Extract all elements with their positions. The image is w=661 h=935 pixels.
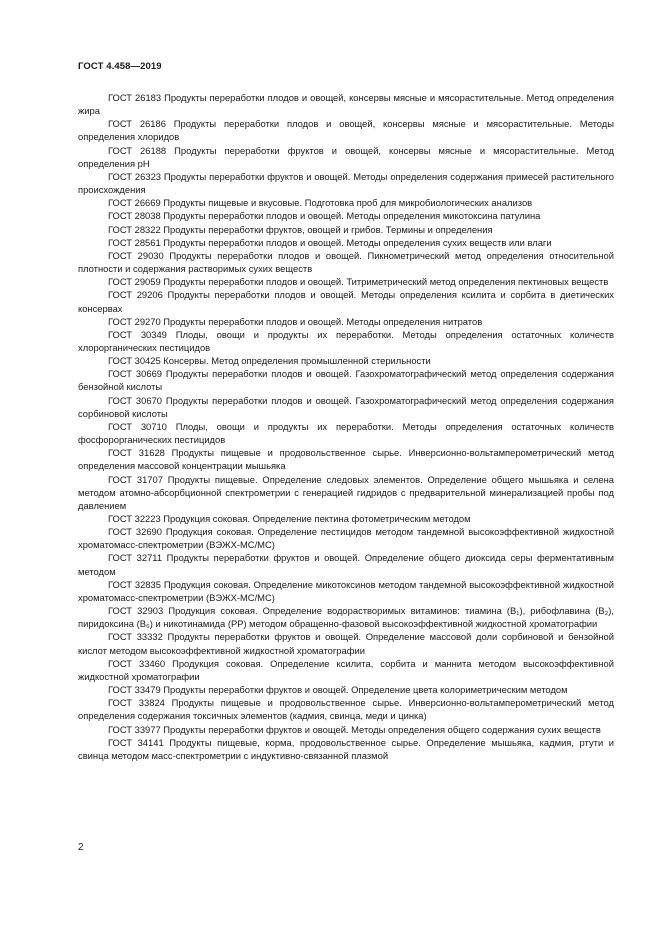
- standard-reference: ГОСТ 29030 Продукты переработки плодов и овощей. Пикнометрический метод определения относительной плотности и содержания растворимых сухих веществ: [78, 249, 614, 275]
- standard-reference: ГОСТ 33824 Продукты пищевые и продовольственное сырье. Инверсионно-вольтамперометрический метод определения содержания токсичных элементов (кадмия, свинца, меди и цинка): [78, 697, 614, 722]
- references-list: [78, 91, 614, 762]
- standard-reference: ГОСТ 30670 Продукты переработки плодов и овощей. Газохроматографический метод определения содержания сорбиновой кислоты: [78, 394, 614, 419]
- standard-reference: ГОСТ 31628 Продукты пищевые и продовольственное сырье. Инверсионно-вольтамперометрический метод определения массовой концентрации мышьяка: [78, 447, 614, 472]
- standard-reference: ГОСТ 30710 Плоды, овощи и продукты их переработки. Методы определения остаточных количеств фосфорорганических пестицидов: [78, 420, 614, 446]
- standard-reference: ГОСТ 26669 Продукты пищевые и вкусовые. Подготовка проб для микробиологических анализов: [108, 197, 533, 209]
- standard-reference: ГОСТ 26188 Продукты переработки фруктов и овощей, консервы мясные и мясорастительные. Метод определения pH: [78, 144, 614, 169]
- standard-reference: ГОСТ 29059 Продукты переработки плодов и овощей. Титриметрический метод определения пектиновых веществ: [108, 276, 609, 288]
- page-number: 2: [78, 842, 84, 853]
- standard-reference: ГОСТ 32835 Продукция соковая. Определение микотоксинов методом тандемной высокоэффективной жидкостной хроматомасс-спектрометрии (ВЭЖХ-МС/МС): [78, 578, 614, 603]
- standard-reference: ГОСТ 33460 Продукция соковая. Определение ксилита, сорбита и маннита методом высокоэффективной жидкостной хроматографии: [78, 657, 614, 682]
- standard-reference: ГОСТ 34141 Продукты пищевые, корма, продовольственное сырье. Определение мышьяка, кадмия, ртути и свинца методом масс-спектрометрии с индуктивно-связанной плазмой: [78, 736, 614, 761]
- standard-reference: ГОСТ 28561 Продукты переработки плодов и овощей. Методы определения сухих веществ или влаги: [108, 236, 552, 248]
- standard-reference: ГОСТ 30425 Консервы. Метод определения промышленной стерильности: [108, 355, 431, 367]
- standard-reference: ГОСТ 26183 Продукты переработки плодов и овощей, консервы мясные и мясорастительные. Метод определения жира: [78, 92, 614, 117]
- standard-reference: ГОСТ 33332 Продукты переработки фруктов и овощей. Определение массовой доли сорбиновой и бензойной кислот методом высокоэффективной жидкостной хроматографии: [78, 631, 614, 656]
- standard-reference: ГОСТ 26186 Продукты переработки плодов и овощей, консервы мясные и мясорастительные. Методы определения хлоридов: [78, 118, 614, 143]
- standard-reference: ГОСТ 28038 Продукты переработки плодов и овощей. Методы определения микотоксина патулина: [108, 210, 541, 222]
- standard-reference: ГОСТ 30669 Продукты переработки плодов и овощей. Газохроматографический метод определения содержания бензойной кислоты: [78, 368, 614, 393]
- standard-reference: ГОСТ 33977 Продукты переработки фруктов и овощей. Методы определения общего содержания сухих веществ: [108, 723, 601, 735]
- standard-reference: ГОСТ 32223 Продукция соковая. Определение пектина фотометрическим методом: [108, 513, 471, 524]
- document-header: ГОСТ 4.458—2019: [78, 61, 162, 72]
- standard-reference: ГОСТ 32903 Продукция соковая. Определение водорастворимых витаминов: тиамина (B₁), рибофлавина (B₂), пиридоксина (B₆) и никотинамида (PP) методом обращенно-фазовой высокоэффективной жидкостной хроматографии: [78, 605, 614, 630]
- standard-reference: ГОСТ 32711 Продукты переработки фруктов и овощей. Определение общего диоксида серы ферментативным методом: [78, 552, 614, 577]
- standard-reference: ГОСТ 29206 Продукты переработки плодов и овощей. Методы определения ксилита и сорбита в диетических консервах: [78, 289, 614, 314]
- standard-reference: ГОСТ 33479 Продукты переработки фруктов и овощей. Определение цвета колориметрическим методом: [108, 684, 568, 696]
- standard-reference: ГОСТ 26323 Продукты переработки фруктов и овощей. Методы определения содержания примесей растительного происхождения: [78, 170, 614, 196]
- standard-reference: ГОСТ 31707 Продукты пищевые. Определение следовых элементов. Определение общего мышьяка и селена методом атомно-абсорбционной спектрометрии с генерацией гидридов с предварительной минерализацией пробы под давлением: [78, 473, 614, 511]
- standard-reference: ГОСТ 32690 Продукция соковая. Определение пестицидов методом тандемной высокоэффективной жидкостной хроматомасс-спектрометрии (ВЭЖХ-МС/МС): [78, 526, 614, 551]
- standard-reference: ГОСТ 29270 Продукты переработки плодов и овощей. Методы определения нитратов: [108, 315, 483, 327]
- standard-reference: ГОСТ 30349 Плоды, овощи и продукты их переработки. Методы определения остаточных количеств хлорорганических пестицидов: [78, 328, 614, 353]
- standard-reference: ГОСТ 28322 Продукты переработки фруктов, овощей и грибов. Термины и определения: [108, 223, 493, 235]
